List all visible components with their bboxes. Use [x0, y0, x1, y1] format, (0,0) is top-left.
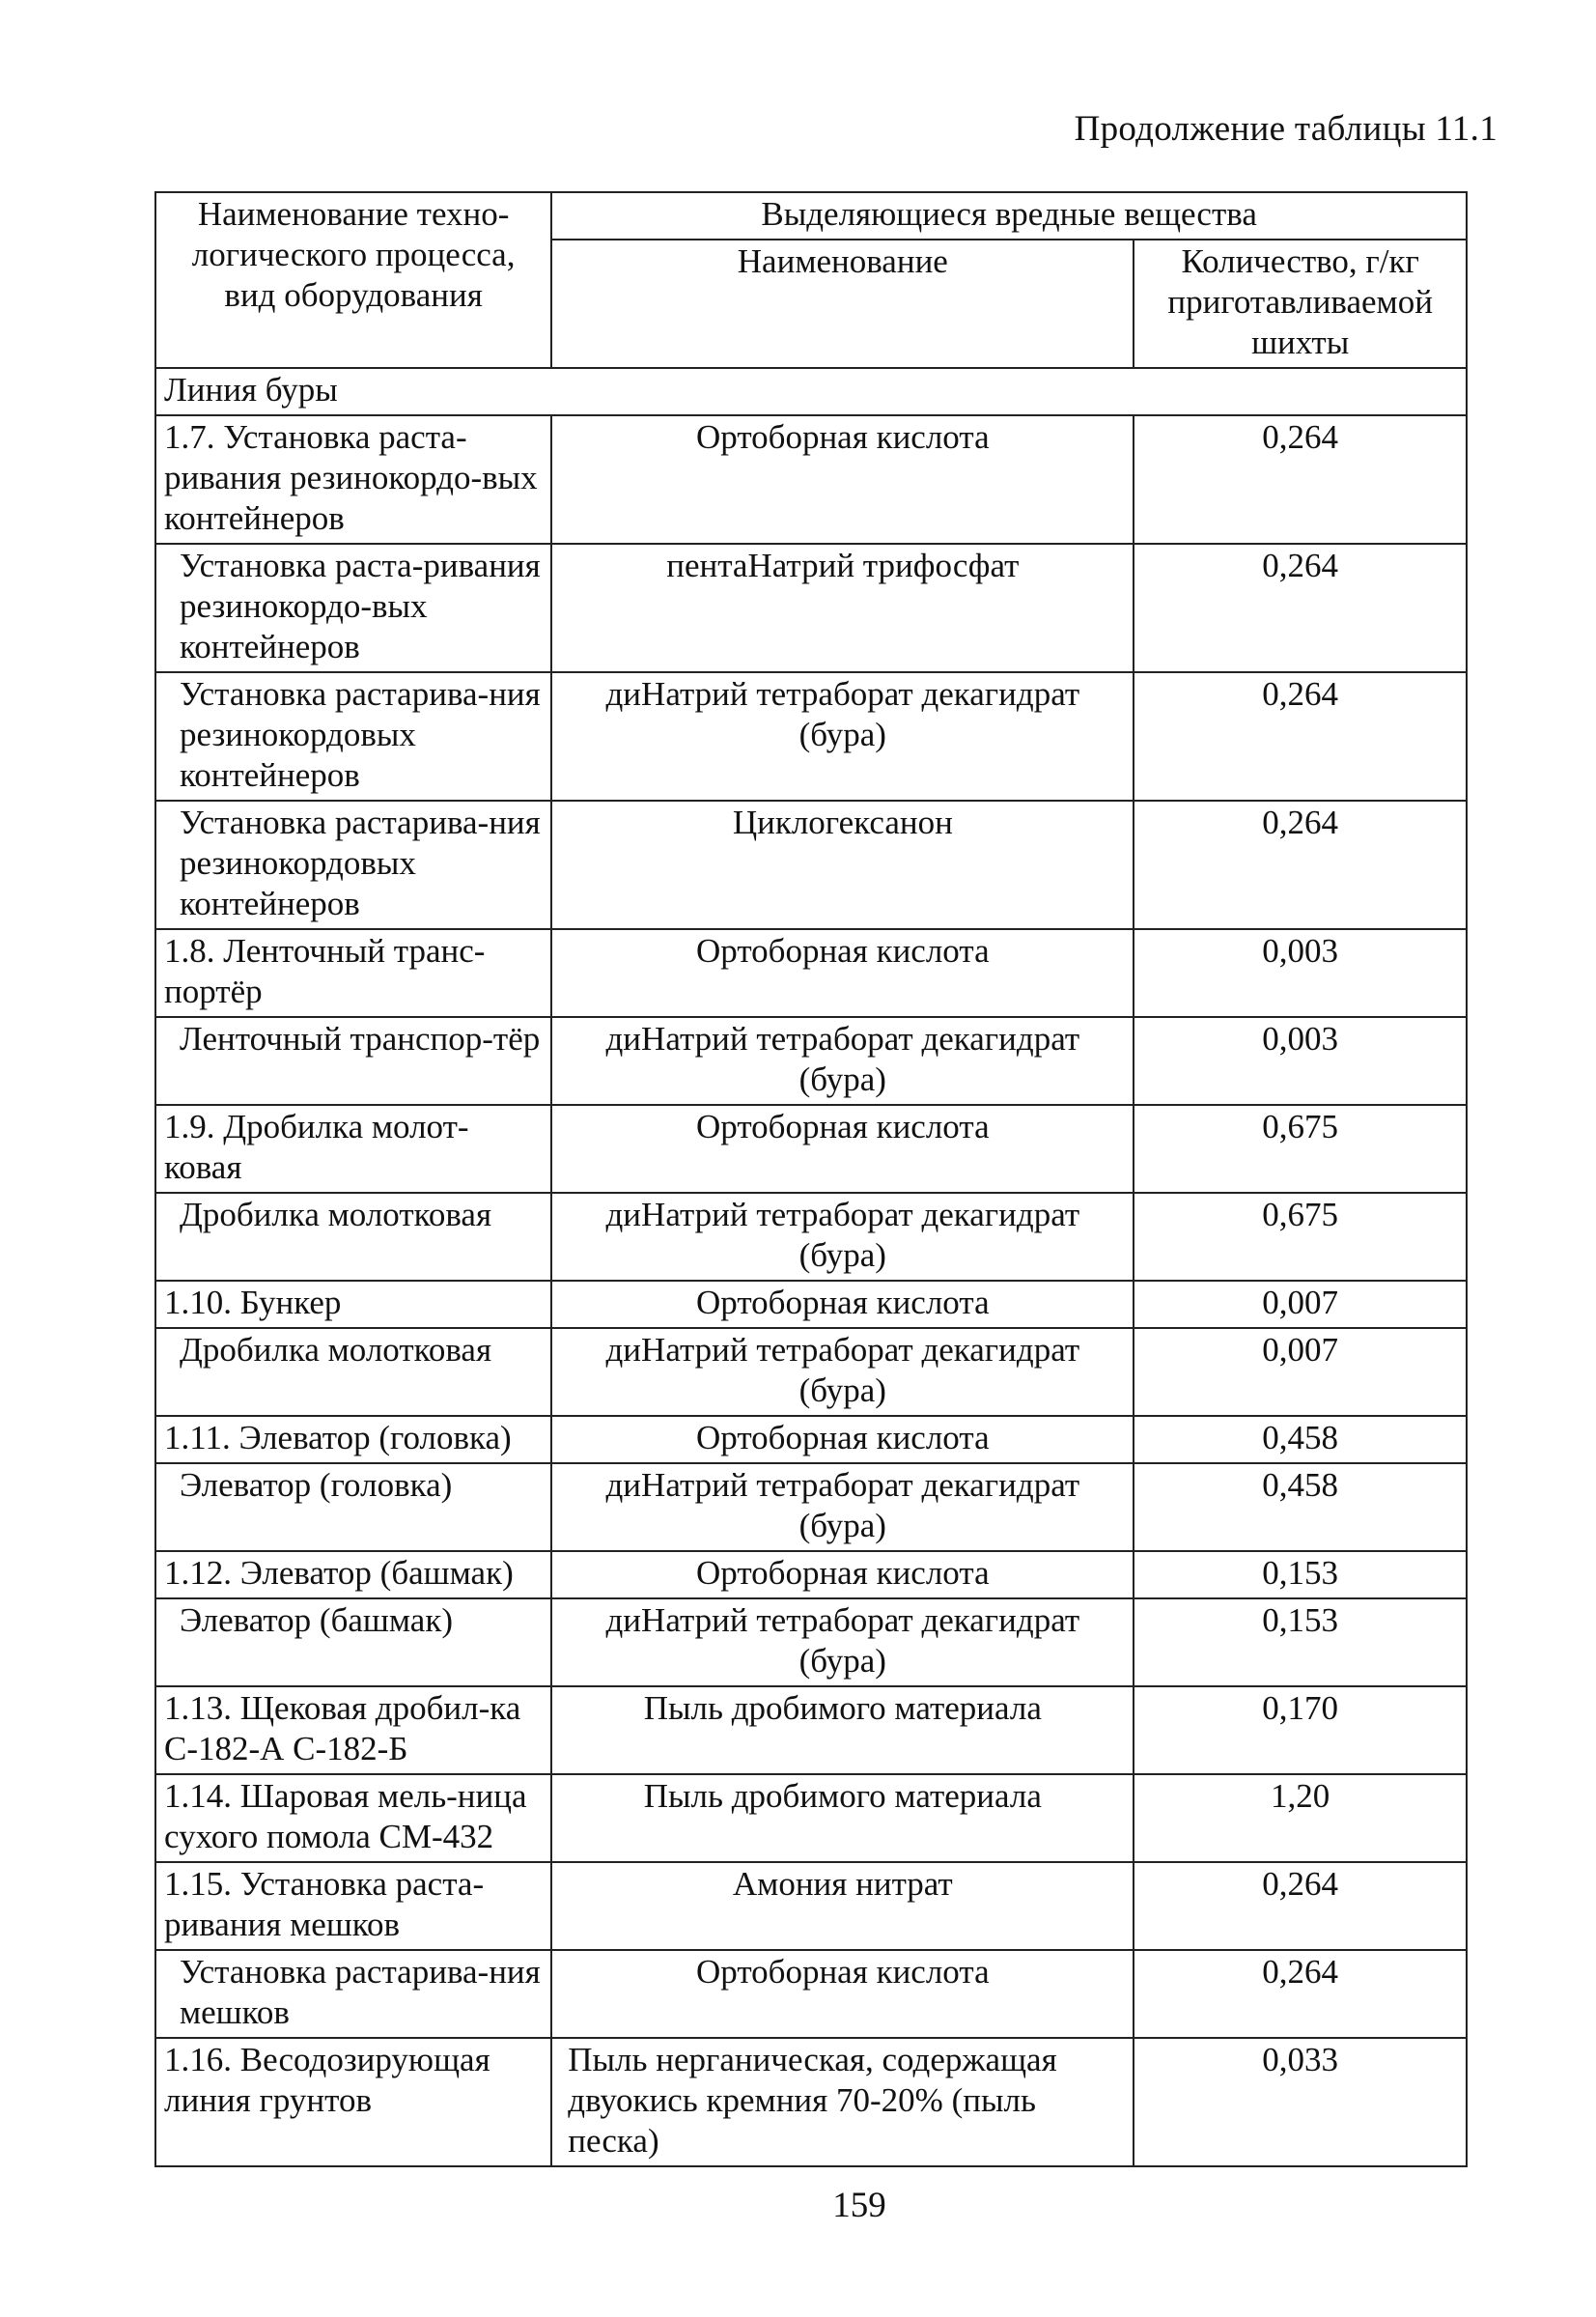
process-cell: 1.14. Шаровая мель-ница сухого помола СМ-432 — [155, 1774, 551, 1862]
substance-cell: Пыль дробимого материала — [551, 1774, 1134, 1862]
emissions-table — [154, 191, 1468, 2167]
table-row — [155, 1598, 1467, 1686]
header-quantity: Количество, г/кг приготавливаемой шихты — [1134, 240, 1467, 368]
substance-cell: диНатрий тетраборат декагидрат (бура) — [551, 1598, 1134, 1686]
quantity-cell: 0,264 — [1134, 544, 1467, 672]
table-row — [155, 1950, 1467, 2038]
quantity-cell: 0,264 — [1134, 1862, 1467, 1950]
quantity-cell: 0,264 — [1134, 672, 1467, 801]
quantity-cell: 0,675 — [1134, 1193, 1467, 1281]
process-cell: Установка растарива-ния резинокордовых контейнеров — [155, 801, 551, 929]
substance-cell: Пыль нерганическая, содержащая двуокись кремния 70-20% (пыль песка) — [551, 2038, 1134, 2166]
quantity-cell: 0,264 — [1134, 1950, 1467, 2038]
substance-cell: Ортоборная кислота — [551, 1950, 1134, 2038]
quantity-cell: 0,675 — [1134, 1105, 1467, 1193]
header-row-1 — [155, 192, 1467, 240]
process-cell: 1.7. Установка раста-ривания резинокордо-вых контейнеров — [155, 415, 551, 544]
continuation-title: Продолжение таблицы 11.1 — [1074, 109, 1498, 149]
process-cell: 1.13. Щековая дробил-ка С-182-А С-182-Б — [155, 1686, 551, 1774]
table-row — [155, 1862, 1467, 1950]
process-cell: 1.8. Ленточный транс-портёр — [155, 929, 551, 1017]
substance-cell: Пыль дробимого материала — [551, 1686, 1134, 1774]
quantity-cell: 0,264 — [1134, 415, 1467, 544]
table-row — [155, 415, 1467, 544]
header-substances-group: Выделяющиеся вредные вещества — [551, 192, 1467, 240]
table-row — [155, 1551, 1467, 1598]
quantity-cell: 0,170 — [1134, 1686, 1467, 1774]
table-row — [155, 801, 1467, 929]
quantity-cell: 0,003 — [1134, 1017, 1467, 1105]
group-row — [155, 368, 1467, 415]
process-cell: Элеватор (башмак) — [155, 1598, 551, 1686]
substance-cell: диНатрий тетраборат декагидрат (бура) — [551, 672, 1134, 801]
process-cell: 1.15. Установка раста-ривания мешков — [155, 1862, 551, 1950]
table-row — [155, 1463, 1467, 1551]
quantity-cell: 0,033 — [1134, 2038, 1467, 2166]
substance-cell: диНатрий тетраборат декагидрат (бура) — [551, 1328, 1134, 1416]
quantity-cell: 0,153 — [1134, 1551, 1467, 1598]
quantity-cell: 0,458 — [1134, 1416, 1467, 1463]
table-row — [155, 1416, 1467, 1463]
process-cell: Установка растарива-ния мешков — [155, 1950, 551, 2038]
table-row — [155, 1193, 1467, 1281]
substance-cell: диНатрий тетраборат декагидрат (бура) — [551, 1017, 1134, 1105]
quantity-cell: 0,007 — [1134, 1281, 1467, 1328]
substance-cell: Ортоборная кислота — [551, 929, 1134, 1017]
table-row — [155, 672, 1467, 801]
process-cell: Ленточный транспор-тёр — [155, 1017, 551, 1105]
table-row — [155, 929, 1467, 1017]
quantity-cell: 0,003 — [1134, 929, 1467, 1017]
process-cell: 1.11. Элеватор (головка) — [155, 1416, 551, 1463]
quantity-cell: 0,264 — [1134, 801, 1467, 929]
table-row — [155, 1686, 1467, 1774]
process-cell: Дробилка молотковая — [155, 1193, 551, 1281]
substance-cell: Ортоборная кислота — [551, 1281, 1134, 1328]
process-cell: 1.12. Элеватор (башмак) — [155, 1551, 551, 1598]
process-cell: Элеватор (головка) — [155, 1463, 551, 1551]
process-cell: Установка растарива-ния резинокордовых контейнеров — [155, 672, 551, 801]
process-cell: Дробилка молотковая — [155, 1328, 551, 1416]
table-row — [155, 1328, 1467, 1416]
quantity-cell: 0,458 — [1134, 1463, 1467, 1551]
quantity-cell: 1,20 — [1134, 1774, 1467, 1862]
process-cell: 1.9. Дробилка молот-ковая — [155, 1105, 551, 1193]
substance-cell: Амония нитрат — [551, 1862, 1134, 1950]
substance-cell: диНатрий тетраборат декагидрат (бура) — [551, 1463, 1134, 1551]
table-row — [155, 2038, 1467, 2166]
table-row — [155, 1017, 1467, 1105]
substance-cell: Ортоборная кислота — [551, 1551, 1134, 1598]
substance-cell: диНатрий тетраборат декагидрат (бура) — [551, 1193, 1134, 1281]
process-cell: 1.10. Бункер — [155, 1281, 551, 1328]
process-cell: 1.16. Весодозирующая линия грунтов — [155, 2038, 551, 2166]
substance-cell: Циклогексанон — [551, 801, 1134, 929]
process-cell: Установка раста-ривания резинокордо-вых контейнеров — [155, 544, 551, 672]
quantity-cell: 0,007 — [1134, 1328, 1467, 1416]
table-row — [155, 1281, 1467, 1328]
table-row — [155, 544, 1467, 672]
page-number: 159 — [832, 2186, 886, 2225]
substance-cell: Ортоборная кислота — [551, 1416, 1134, 1463]
header-substance-name: Наименование — [551, 240, 1134, 368]
substance-cell: пентаНатрий трифосфат — [551, 544, 1134, 672]
table-row — [155, 1774, 1467, 1862]
table-row — [155, 1105, 1467, 1193]
quantity-cell: 0,153 — [1134, 1598, 1467, 1686]
substance-cell: Ортоборная кислота — [551, 415, 1134, 544]
group-label: Линия буры — [155, 368, 1467, 415]
header-process: Наименование техно-логического процесса, вид оборудования — [155, 192, 551, 368]
substance-cell: Ортоборная кислота — [551, 1105, 1134, 1193]
